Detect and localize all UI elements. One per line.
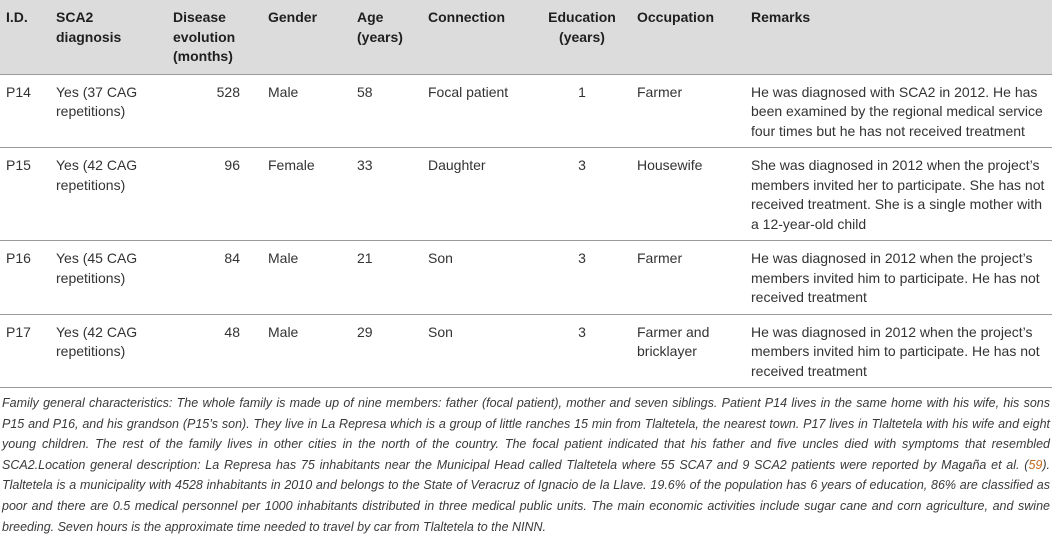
cell-evolution: 96: [224, 157, 240, 173]
cell-diagnosis: Yes (42 CAG repetitions): [56, 323, 138, 359]
cell-age: 21: [357, 250, 373, 266]
table-row: [0, 241, 1052, 315]
header-gender: Gender: [268, 9, 318, 25]
cell-age: 33: [357, 157, 373, 173]
cell-occupation: Farmer: [637, 83, 683, 100]
cell-connection: Daughter: [428, 157, 486, 173]
cell-gender: Male: [268, 250, 299, 266]
header-id: I.D.: [6, 9, 28, 25]
table-header-row: [0, 0, 1052, 74]
cell-gender: Male: [268, 83, 299, 100]
cell-id: P17: [6, 323, 31, 340]
cell-education: 3: [578, 157, 586, 173]
cell-gender: Female: [268, 157, 315, 173]
cell-evolution: 528: [216, 83, 240, 100]
cell-remarks: He was diagnosed in 2012 when the project’s members invited him to participate. He has not received treatment: [751, 323, 1040, 379]
table-row: [0, 74, 1052, 148]
header-education: Education (years): [548, 9, 616, 45]
header-age: Age (years): [357, 9, 403, 45]
header-evolution: Disease evolution (months): [173, 9, 236, 64]
cell-id: P15: [6, 157, 31, 173]
table-row: [0, 148, 1052, 241]
cell-diagnosis: Yes (45 CAG repetitions): [56, 250, 138, 286]
cell-occupation: Farmer and bricklayer: [637, 323, 710, 359]
header-connection: Connection: [428, 9, 505, 25]
cell-connection: Son: [428, 250, 453, 266]
cell-occupation: Housewife: [637, 157, 703, 173]
reference-link[interactable]: 59: [1028, 457, 1043, 472]
cell-age: 58: [357, 83, 373, 100]
footnote-text-part1: Family general characteristics: The whole family is made up of nine members: father (focal patient), mother and seven siblings. Patient P14 lives in the same home with his wife, his sons P15 and P16, and his grandson (P15’s son). They live in La Represa which is a group of little ranches 15 min from Tlaltetela, the nearest town. P17 lives in Tlaltetela with his wife and eight young children. The rest of the family lives in other cities in the north of the country. The focal patient indicated that his father and five uncles died with symptoms that resembled SCA2.Location general description: La Represa has 75 inhabitants near the Municipal Head called Tlaltetela where 55 SCA7 and 9 SCA2 patients were reported by Magaña et al. (: [2, 396, 1050, 472]
cell-evolution: 84: [224, 250, 240, 266]
cell-age: 29: [357, 323, 373, 340]
header-remarks: Remarks: [751, 9, 811, 25]
header-diagnosis: SCA2 diagnosis: [56, 9, 122, 45]
cell-id: P14: [6, 83, 31, 100]
cell-remarks: He was diagnosed with SCA2 in 2012. He has been examined by the regional medical service four times but he has not received treatment: [751, 83, 1043, 139]
table-row: [0, 314, 1052, 388]
cell-gender: Male: [268, 323, 299, 340]
cell-diagnosis: Yes (42 CAG repetitions): [56, 157, 138, 193]
cell-remarks: She was diagnosed in 2012 when the project’s members invited her to participate. She has not received treatment. She is a single mother with a 12-year-old child: [751, 157, 1045, 232]
cell-education: 3: [578, 323, 586, 340]
cell-diagnosis: Yes (37 CAG repetitions): [56, 83, 138, 119]
cell-education: 1: [578, 83, 586, 100]
cell-occupation: Farmer: [637, 250, 683, 266]
cell-remarks: He was diagnosed in 2012 when the project’s members invited him to participate. He has not received treatment: [751, 250, 1040, 305]
footnote-text-part2: ). Tlaltetela is a municipality with 4528 inhabitants in 2010 and belongs to the State of Veracruz of Ignacio de la Llave. 19.6% of the population has 6 years of education, 86% are classified as poor and there are 0.5 medical personnel per 1000 inhabitants distributed in three medical public units. The main economic activities include sugar cane and corn agriculture, and swine breeding. Seven hours is the approximate time needed to travel by car from Tlaltetela to the NINN.: [2, 457, 1050, 534]
cell-education: 3: [578, 250, 586, 266]
cell-id: P16: [6, 250, 31, 266]
table-footnote: [0, 388, 1052, 537]
header-occupation: Occupation: [637, 9, 715, 25]
cell-connection: Focal patient: [428, 83, 509, 100]
cell-evolution: 48: [224, 323, 240, 340]
cell-connection: Son: [428, 323, 453, 340]
